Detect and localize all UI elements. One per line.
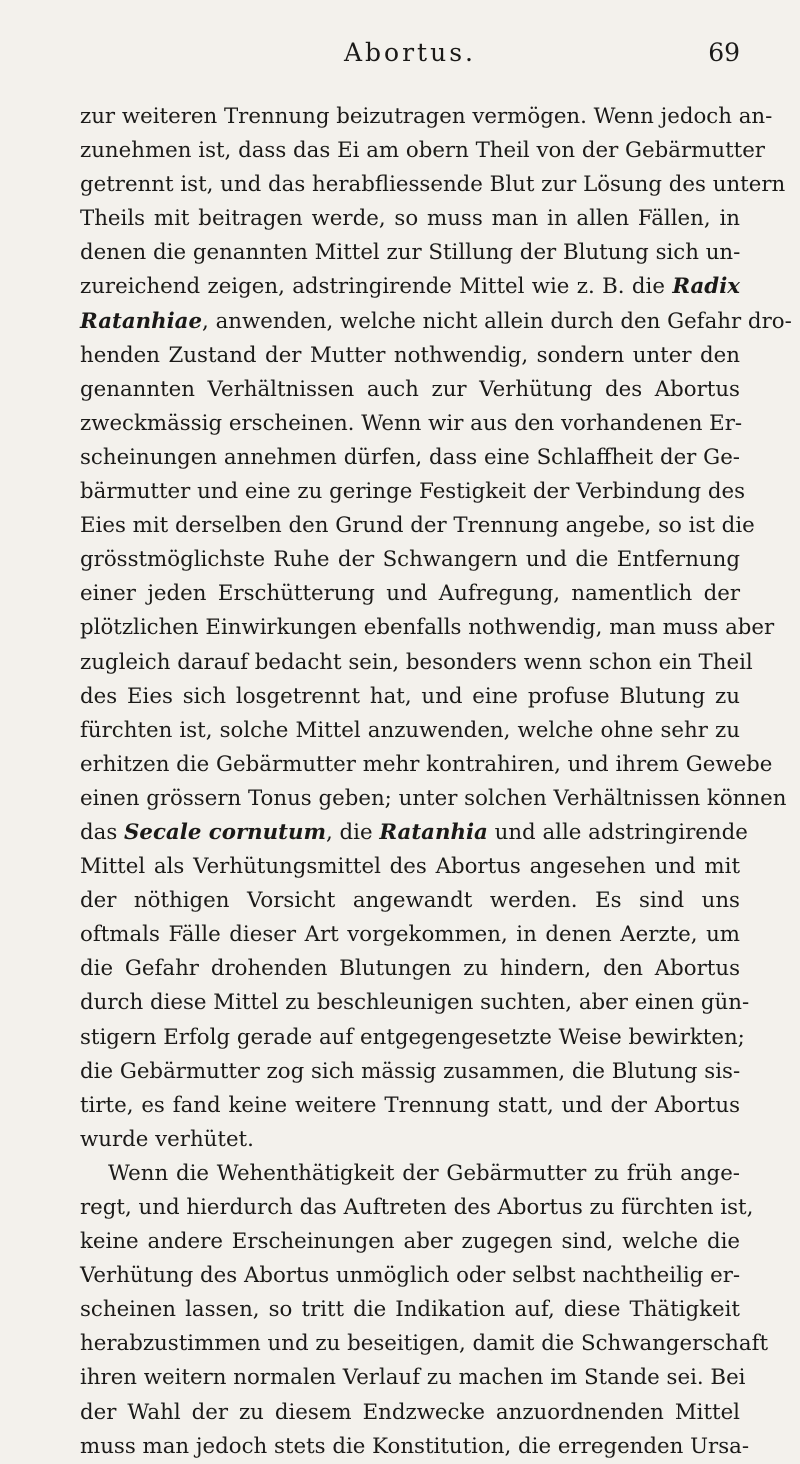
text-line [80, 1430, 750, 1464]
line-text: der Wahl der zu diesem Endzwecke anzuordnenden Mittel [80, 1399, 740, 1425]
line-text: erhitzen die Gebärmutter mehr kontrahiren, und ihrem Gewebe [80, 751, 773, 777]
text-line [80, 714, 740, 748]
text-line [80, 782, 787, 816]
line-text: das [80, 819, 125, 845]
line-text: und alle adstringirende [487, 819, 748, 845]
text-line [80, 646, 753, 680]
text-line [80, 1089, 740, 1123]
text-line [80, 202, 740, 236]
text-line [80, 986, 750, 1020]
text-line [80, 918, 740, 952]
line-text: oftmals Fälle dieser Art vorgekommen, in denen Aerzte, um [80, 922, 740, 948]
line-text: scheinungen annehmen dürfen, dass eine Schlaffheit der Ge- [80, 444, 740, 470]
line-text: plötzlichen Einwirkungen ebenfalls nothwendig, man muss aber [80, 615, 775, 641]
text-line [80, 577, 740, 611]
line-text: , die [326, 819, 380, 845]
text-line [80, 1191, 754, 1225]
text-line [80, 1225, 740, 1259]
text-line [80, 1293, 740, 1327]
text-line [80, 816, 748, 850]
line-text: zureichend zeigen, adstringirende Mittel wie z. B. die [80, 274, 665, 300]
line-text: regt, und hierdurch das Auftreten des Abortus zu fürchten ist, [80, 1195, 754, 1220]
line-text: zur weiteren Trennung beizutragen vermögen. Wenn jedoch an- [80, 104, 773, 129]
line-text: die Gefahr drohenden Blutungen zu hindern, den Abortus [80, 956, 740, 982]
line-text: zweckmässig erscheinen. Wenn wir aus den vorhandenen Er- [80, 410, 743, 436]
text-line [80, 509, 755, 543]
line-text: des Eies sich losgetrennt hat, und eine profuse Blutung zu [80, 683, 740, 709]
text-line [80, 168, 786, 202]
line-text: einen grössern Tonus geben; unter solchen Verhältnissen können [80, 785, 787, 811]
text-line [80, 134, 765, 168]
text-line [80, 441, 740, 475]
text-line [80, 1123, 740, 1157]
text-line [80, 884, 740, 918]
emphasized-term: Secale cornutum [124, 819, 326, 845]
line-text: keine andere Erscheinungen aber zugegen sind, welche die [80, 1229, 740, 1255]
text-line [80, 1361, 746, 1395]
line-text: Mittel als Verhütungsmittel des Abortus angesehen und mit [80, 854, 740, 880]
text-line [80, 952, 740, 986]
text-line [80, 850, 740, 884]
text-line [80, 1327, 769, 1361]
text-line [80, 407, 743, 441]
emphasized-term: Ratanhia [379, 819, 488, 845]
text-line [80, 748, 773, 782]
line-text: , anwenden, welche nicht allein durch den Gefahr dro- [202, 308, 792, 334]
line-text: scheinen lassen, so tritt die Indikation auf, diese Thätigkeit [80, 1297, 740, 1323]
line-text: die Gebärmutter zog sich mässig zusammen, die Blutung sis- [80, 1058, 741, 1084]
line-text: herabzustimmen und zu beseitigen, damit die Schwangerschaft [80, 1331, 769, 1357]
text-line [80, 1396, 740, 1430]
text-line [80, 1157, 740, 1191]
line-text: Theils mit beitragen werde, so muss man in allen Fällen, in [80, 206, 740, 232]
line-text: grösstmöglichste Ruhe der Schwangern und die Entfernung [80, 547, 740, 573]
text-line [80, 270, 740, 304]
line-text: Eies mit derselben den Grund der Trennung angebe, so ist die [80, 513, 755, 539]
line-text: genannten Verhältnissen auch zur Verhütung des Abortus [80, 376, 740, 402]
text-line [80, 611, 775, 645]
text-line [80, 1021, 745, 1055]
line-text: tirte, es fand keine weitere Trennung statt, und der Abortus [80, 1092, 740, 1118]
line-text: Wenn die Wehenthätigkeit der Gebärmutter zu früh ange- [108, 1160, 740, 1186]
text-line [80, 305, 792, 339]
line-text: muss man jedoch stets die Konstitution, die erregenden Ursa- [80, 1433, 750, 1459]
line-text: denen die genannten Mittel zur Stillung der Blutung sich un- [80, 240, 741, 266]
line-text: zugleich darauf bedacht sein, besonders wenn schon ein Theil [80, 649, 753, 675]
emphasized-term: Ratanhiae [80, 308, 203, 334]
line-text: zunehmen ist, dass das Ei am obern Theil von der Gebärmutter [80, 138, 765, 164]
line-text: stigern Erfolg gerade auf entgegengesetzte Weise bewirkten; [80, 1024, 745, 1050]
line-text: der nöthigen Vorsicht angewandt werden. Es sind uns [80, 888, 740, 914]
text-line [80, 339, 740, 373]
line-text: getrennt ist, und das herabfliessende Blut zur Lösung des untern [80, 172, 786, 198]
text-line [80, 543, 740, 577]
running-title: Abortus. [344, 38, 476, 67]
text-line [80, 1055, 740, 1089]
line-text: einer jeden Erschütterung und Aufregung, namentlich der [80, 581, 740, 607]
text-line [80, 680, 740, 714]
text-line [80, 100, 773, 134]
text-line [80, 373, 740, 407]
text-line [80, 475, 746, 509]
page-number: 69 [708, 38, 740, 67]
line-text: Verhütung des Abortus unmöglich oder selbst nachtheilig er- [80, 1263, 741, 1289]
emphasized-term: Radix [672, 274, 740, 300]
line-text: henden Zustand der Mutter nothwendig, sondern unter den [80, 342, 740, 368]
text-line [80, 1259, 740, 1293]
line-text: bärmutter und eine zu geringe Festigkeit der Verbindung des [80, 479, 746, 505]
line-text: durch diese Mittel zu beschleunigen suchten, aber einen gün- [80, 990, 750, 1016]
page-header [80, 38, 740, 74]
line-text: ihren weitern normalen Verlauf zu machen im Stande sei. Bei [80, 1365, 746, 1391]
line-text: wurde verhütet. [80, 1126, 254, 1152]
text-line [80, 236, 740, 270]
body-text [80, 100, 792, 1464]
line-text: fürchten ist, solche Mittel anzuwenden, welche ohne sehr zu [80, 717, 740, 743]
